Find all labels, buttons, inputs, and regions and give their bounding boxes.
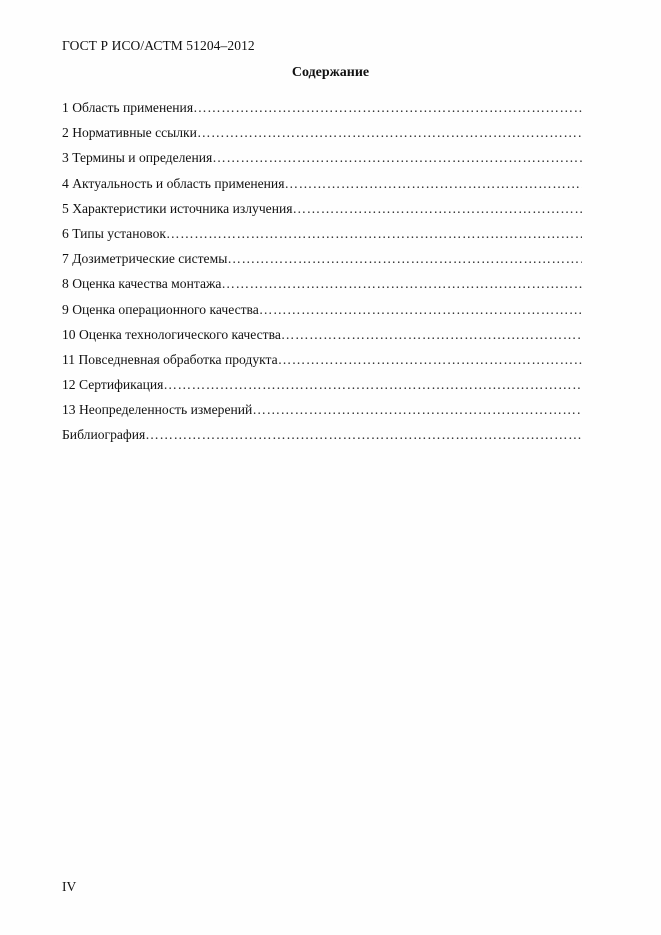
toc-item-label: 1 Область применения	[62, 100, 194, 115]
dot-leader	[212, 150, 582, 166]
toc-item-operational-qualification[interactable]	[62, 302, 582, 327]
toc-item-bibliography[interactable]	[62, 427, 582, 452]
toc-item-label: Библиография	[62, 427, 146, 443]
dot-leader	[221, 276, 582, 292]
toc-item-terms-definitions[interactable]	[62, 150, 582, 175]
toc-item-routine-processing[interactable]	[62, 352, 582, 377]
dot-leader	[293, 201, 582, 217]
toc-item-certification[interactable]	[62, 377, 582, 402]
toc-item-label: 9 Оценка операционного качества	[62, 301, 259, 317]
toc-item-label: 4 Актуальность и область применения	[62, 175, 285, 191]
page-number: IV	[62, 879, 77, 894]
toc-item-label: 7 Дозиметрические системы	[62, 251, 228, 267]
table-of-contents	[62, 100, 582, 453]
dot-leader	[166, 226, 582, 242]
document-code: ГОСТ Р ИСО/АСТМ 51204–2012	[62, 38, 255, 53]
dot-leader	[227, 251, 582, 267]
dot-leader	[163, 377, 582, 393]
toc-item-scope[interactable]	[62, 100, 582, 125]
toc-item-relevance[interactable]	[62, 176, 582, 201]
toc-item-label: 13 Неопределенность измерений	[62, 402, 253, 418]
toc-title: Содержание	[291, 65, 370, 80]
toc-item-label: 12 Сертификация	[62, 377, 164, 393]
toc-item-label: 5 Характеристики источника излучения	[62, 200, 293, 216]
toc-item-label: 8 Оценка качества монтажа	[62, 276, 222, 292]
dot-leader	[145, 427, 582, 443]
toc-item-source-characteristics[interactable]	[62, 201, 582, 226]
dot-leader	[278, 352, 582, 368]
toc-item-label: 10 Оценка технологического качества	[62, 326, 281, 342]
toc-item-measurement-uncertainty[interactable]	[62, 402, 582, 427]
toc-item-label: 6 Типы установок	[62, 225, 167, 241]
toc-item-label: 3 Термины и определения	[62, 150, 213, 166]
dot-leader	[281, 327, 582, 343]
toc-item-performance-qualification[interactable]	[62, 327, 582, 352]
toc-item-facility-types[interactable]	[62, 226, 582, 251]
dot-leader	[252, 402, 582, 418]
toc-item-label: 11 Повседневная обработка продукта	[62, 351, 278, 367]
toc-item-normative-references[interactable]	[62, 125, 582, 150]
toc-item-installation-qualification[interactable]	[62, 276, 582, 301]
toc-item-label: 2 Нормативные ссылки	[62, 125, 197, 141]
dot-leader	[284, 176, 582, 192]
dot-leader	[197, 125, 582, 141]
toc-item-dosimetry-systems[interactable]	[62, 251, 582, 276]
dot-leader	[259, 302, 582, 318]
dot-leader	[193, 100, 582, 116]
